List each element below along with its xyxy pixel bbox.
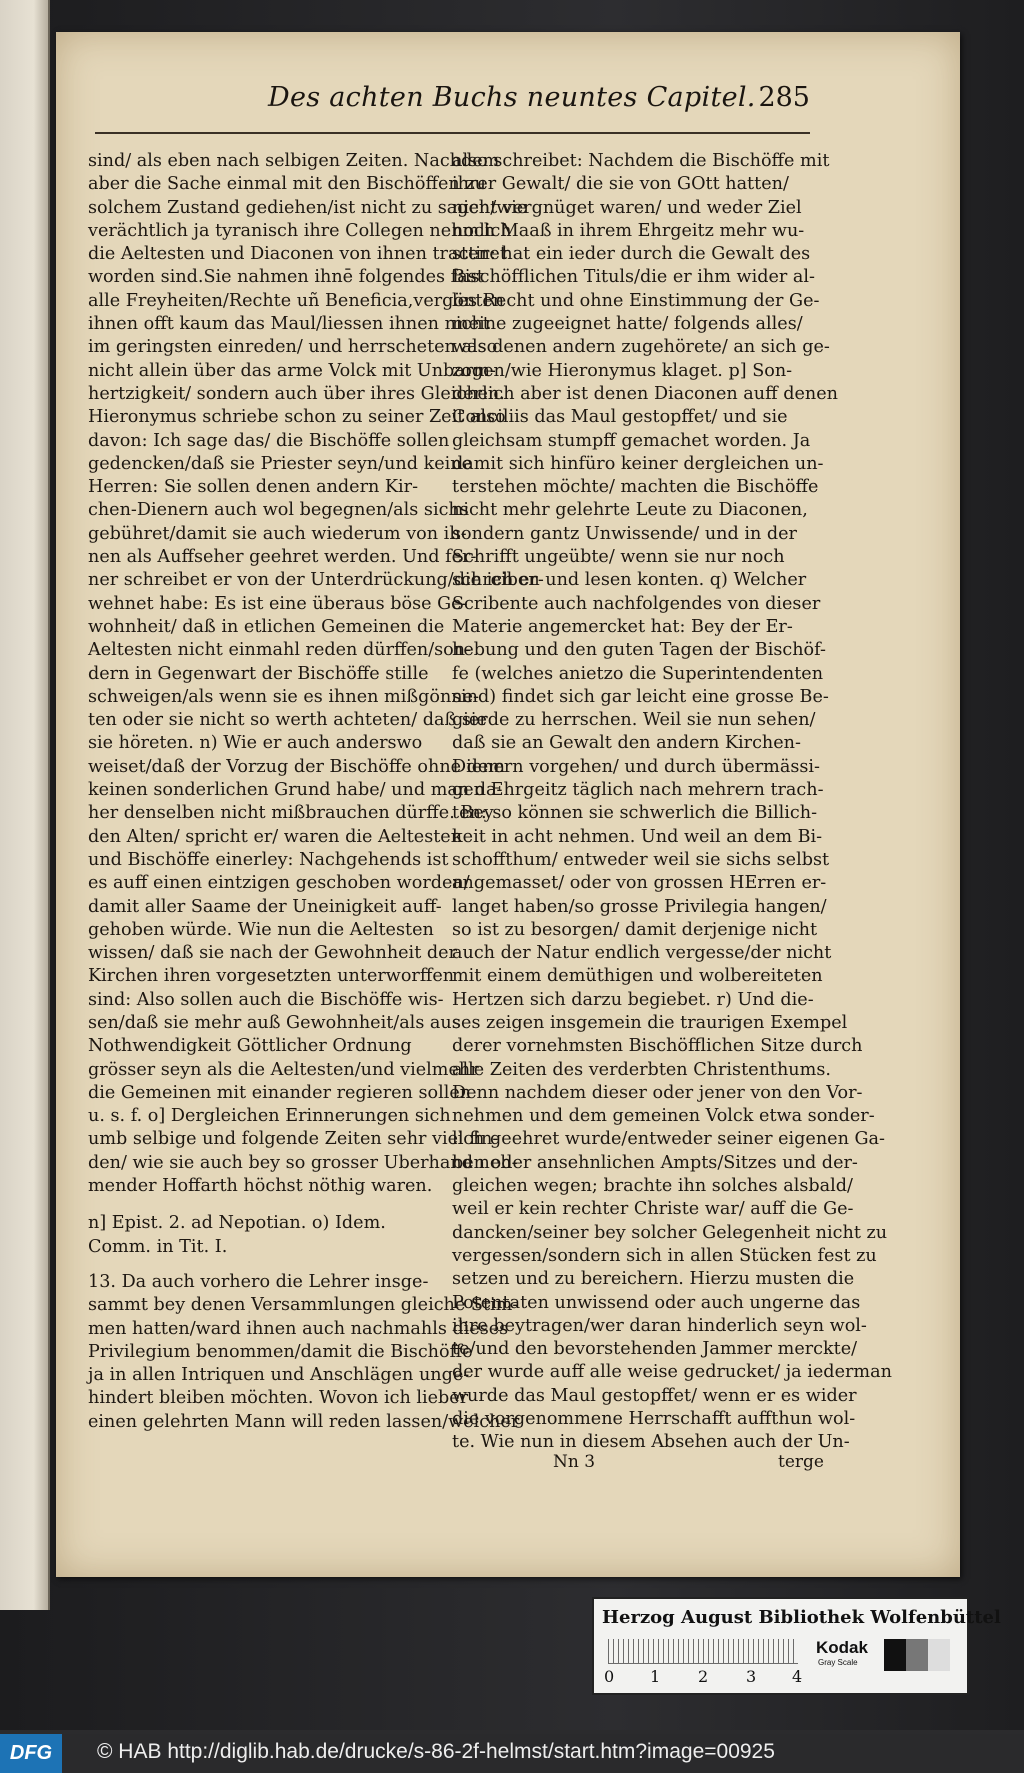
text-line: terstehen möchte/ machten die Bischöffe [452,477,819,498]
text-line: weil er kein rechter Christe war/ auff die Ge- [452,1199,854,1220]
text-line: Hieronymus schriebe schon zu seiner Zeit also [88,407,506,428]
text-line: ten: so können sie schwerlich die Billich- [452,803,818,824]
page-header [200,82,810,122]
text-line: setzen und zu bereichern. Hierzu musten die [452,1269,855,1290]
text-line: 13. Da auch vorhero die Lehrer insge- [88,1271,429,1292]
text-line: den Alten/ spricht er/ waren die Aeltesten [88,826,463,847]
text-line: mender Hoffarth höchst nöthig waren. [88,1176,433,1197]
text-line: wurde das Maul gestopffet/ wenn er es wider [452,1385,857,1406]
facing-page-edge [0,0,50,1610]
text-line: die vorgenommene Herrschafft auffthun wol- [452,1409,856,1430]
text-line: hindert bleiben möchten. Wovon ich lieber [88,1388,469,1409]
text-line: her denselben nicht mißbrauchen dürffe. Bey [88,803,494,824]
text-line: vergessen/sondern sich in allen Stücken fest zu [452,1245,877,1266]
text-line: sind) findet sich gar leicht eine grosse Be- [452,686,829,707]
left-main-text [88,150,544,1198]
text-line: damit sich hinfüro keiner dergleichen un- [452,453,824,474]
text-line: gehoben würde. Wie nun die Aeltesten [88,919,434,940]
text-line: zogen/wie Hieronymus klaget. p] Son- [452,360,793,381]
text-line: gedencken/daß sie Priester seyn/und keine [88,453,473,474]
text-line: die Aeltesten und Diaconen von ihnen tractiret [88,244,507,265]
text-line: chen-Dienern auch wol begegnen/als sichs [88,500,469,521]
kodak-logo: Kodak [816,1638,868,1657]
text-line: Herren: Sie sollen denen andern Kir- [88,477,419,498]
dfg-logo[interactable]: DFG [0,1734,62,1773]
text-line: men hatten/ward ihnen auch nachmahls dieses [88,1318,509,1339]
text-line: ja in allen Intriquen und Anschlägen unge- [88,1365,470,1386]
text-line: derer vornehmsten Bischöfflichen Sitze durch [452,1036,863,1057]
text-line: fe (welches anietzo die Superintendenten [452,663,824,684]
text-line: sten: hat ein ieder durch die Gewalt des [452,244,811,265]
text-line: les Recht und ohne Einstimmung der Ge- [452,290,820,311]
text-line: sondern gantz Unwissende/ und in der [452,523,797,544]
text-line: alle Zeiten des verderbten Christenthums. [452,1059,831,1080]
text-line: noch Maaß in ihrem Ehrgeitz mehr wu- [452,220,805,241]
text-line: sind/ als eben nach selbigen Zeiten. Nachdem [88,151,500,171]
text-line: ihrer Gewalt/ die sie von GOtt hatten/ [452,174,789,195]
text-line: ihnen offt kaum das Maul/liessen ihnen nicht [88,314,490,335]
text-line: sen/daß sie mehr auß Gewohnheit/als aus [88,1012,461,1033]
text-line: schweigen/als wenn sie es ihnen mißgönne- [88,686,479,707]
text-line: hebung und den guten Tagen der Bischöf- [452,640,826,661]
text-line: sie höreten. n) Wie er auch anderswo [88,733,423,754]
text-line: angemasset/ oder von grossen HErren er- [452,873,827,894]
text-line: derlich aber ist denen Diaconen auff denen [452,383,838,404]
text-line: die Gemeinen mit einander regieren sollen [88,1082,472,1103]
text-line: aber die Sache einmal mit den Bischöffen zu [88,174,486,195]
text-line: Denn nachdem dieser oder jener von den Vor- [452,1082,863,1103]
text-line: gierde zu herrschen. Weil sie nun sehen/ [452,710,816,731]
color-calibration-bar [592,1597,1001,1695]
text-line: wissen/ daß sie nach der Gewohnheit der [88,943,457,964]
catchword: terge [778,1452,824,1472]
text-line: nicht vergnüget waren/ und weder Ziel [452,197,802,218]
text-line: auch der Natur endlich vergesse/der nicht [452,943,832,964]
text-line: wohnheit/ daß in etlichen Gemeinen die [88,616,445,637]
text-line: schreiben und lesen konten. q) Welcher [452,570,807,591]
text-line: Schrifft ungeübte/ wenn sie nur noch [452,547,785,568]
source-url[interactable]: © HAB http://diglib.hab.de/drucke/s-86-2f-helmst/start.htm?image=00925 [97,1740,775,1763]
text-line: umb selbige und folgende Zeiten sehr viel fin- [88,1129,499,1150]
text-line: Comm. in Tit. I. [88,1236,228,1257]
text-line: Bischöfflichen Tituls/die er ihm wider al- [452,267,815,288]
text-line: daß sie an Gewalt den andern Kirchen- [452,733,801,754]
text-line: Nothwendigkeit Göttlicher Ordnung [88,1036,412,1057]
text-line: der wurde auff alle weise gedrucket/ ja iederman [452,1362,892,1383]
text-line: Conciliis das Maul gestopffet/ und sie [452,407,788,428]
text-line: grösser seyn als die Aeltesten/und vielmehr [88,1059,479,1080]
text-line: worden sind.Sie nahmen ihnē folgendes fast [88,267,484,288]
text-line: gleichen wegen; brachte ihn solches alsbald/ [452,1176,853,1197]
text-line: nicht mehr gelehrte Leute zu Diaconen, [452,500,808,521]
text-line: te/und den bevorstehenden Jammer merckte/ [452,1339,858,1360]
text-line: wehnet habe: Es ist eine überaus böse Ge- [88,593,468,614]
text-line: nen als Auffseher geehret werden. Und fer- [88,547,477,568]
text-line: gen Ehrgeitz täglich nach mehrern trach- [452,780,824,801]
text-line: n] Epist. 2. ad Nepotian. o) Idem. [88,1213,386,1234]
text-line: mit einem demüthigen und wolbereiteten [452,966,823,987]
text-line: Hertzen sich darzu begiebet. r) Und die- [452,989,814,1010]
text-line: keinen sonderlichen Grund habe/ und man da- [88,780,503,801]
text-line: Materie angemercket hat: Bey der Er- [452,616,793,637]
text-line: im geringsten einreden/ und herrscheten also [88,337,498,358]
scale-ruler [608,1639,798,1664]
text-line: hertzigkeit/ sondern auch über ihres Gleichen. [88,383,505,404]
text-line: Kirchen ihren vorgesetzten unterworffen [88,966,455,987]
scale-number: 3 [746,1667,757,1686]
text-line: keit in acht nehmen. Und weil an dem Bi- [452,826,823,847]
text-line: dancken/seiner bey solcher Gelegenheit nicht zu [452,1222,888,1243]
text-line: ses zeigen insgemein die traurigen Exempel [452,1012,848,1033]
text-line: Aeltesten nicht einmahl reden dürffen/son- [88,640,472,661]
text-line: weiset/daß der Vorzug der Bischöffe ohne dem [88,756,506,777]
scale-number: 0 [604,1667,615,1686]
text-line: te. Wie nun in diesem Absehen auch der Un- [452,1432,850,1453]
text-line: und Bischöffe einerley: Nachgehends ist [88,849,449,870]
text-line: einen gelehrten Mann will reden lassen/welcher [88,1411,520,1432]
running-title: Des achten Buchs neuntes Capitel. [268,82,756,113]
text-line: ben oder ansehnlichen Ampts/Sitzes und der- [452,1152,858,1173]
text-line: verächtlich ja tyranisch ihre Collegen nehmlich [88,220,512,241]
text-line: dern in Gegenwart der Bischöffe stille [88,663,429,684]
scale-number: 2 [698,1667,709,1686]
text-line: also schreibet: Nachdem die Bischöffe mit [452,151,830,171]
gray-scale-label: Gray Scale [818,1658,858,1667]
light-swatch [928,1639,950,1671]
viewer-footer-bar [0,1734,1024,1773]
text-line: ner schreibet er von der Unterdrückung/die ich er- [88,570,544,591]
text-line: sind: Also sollen auch die Bischöffe wis- [88,989,444,1010]
text-line: den/ wie sie auch bey so grosser Uberhand neh- [88,1152,518,1173]
text-line: gleichsam stumpff gemachet worden. Ja [452,430,811,451]
header-rule [95,132,810,134]
text-line: ihre beytragen/wer daran hinderlich seyn wol- [452,1315,867,1336]
text-line: u. s. f. o] Dergleichen Erinnerungen sich [88,1106,451,1127]
text-line: langet haben/so grosse Privilegia hangen/ [452,896,827,917]
text-line: nicht allein über das arme Volck mit Unbarm- [88,360,496,381]
text-line: Scribente auch nachfolgendes von dieser [452,593,821,614]
text-line: damit aller Saame der Uneinigkeit auff- [88,896,442,917]
text-line: gebühret/damit sie auch wiederum von ih- [88,523,467,544]
text-line: meine zugeeignet hatte/ folgends alles/ [452,314,803,335]
paragraph-13 [88,1271,520,1434]
right-main-text [452,150,892,1455]
scale-number: 4 [792,1667,803,1686]
institution-name: Herzog August Bibliothek Wolfenbüttel [602,1607,1001,1628]
text-line: Privilegium benommen/damit die Bischöffe [88,1341,473,1362]
text-line: nehmen und dem gemeinen Volck etwa sonder- [452,1106,875,1127]
text-line: ten oder sie nicht so werth achteten/ daß sie [88,710,487,731]
scale-number: 1 [650,1667,661,1686]
black-swatch [884,1639,906,1671]
signature-mark: Nn 3 [553,1452,596,1472]
text-line: was denen andern zugehörete/ an sich ge- [452,337,830,358]
footnotes [88,1212,438,1259]
text-line: Potentaten unwissend oder auch ungerne das [452,1292,861,1313]
right-column [452,150,892,1455]
text-line: so ist zu besorgen/ damit derjenige nicht [452,919,818,940]
text-line: alle Freyheiten/Rechte uñ Beneficia,vergönten [88,290,505,311]
text-line: Dienern vorgehen/ und durch übermässi- [452,756,820,777]
text-line: solchem Zustand gediehen/ist nicht zu sagen/wie [88,197,528,218]
gray-swatch [906,1639,928,1671]
text-line: sammt bey denen Versammlungen gleiche Stim- [88,1295,519,1316]
text-line: lich geehret wurde/entweder seiner eigenen Ga- [452,1129,885,1150]
text-line: schoffthum/ entweder weil sie sichs selbst [452,849,830,870]
left-column [88,150,544,1434]
text-line: davon: Ich sage das/ die Bischöffe sollen [88,430,450,451]
page-number: 285 [758,82,810,113]
text-line: es auff einen eintzigen geschoben worden/ [88,873,470,894]
